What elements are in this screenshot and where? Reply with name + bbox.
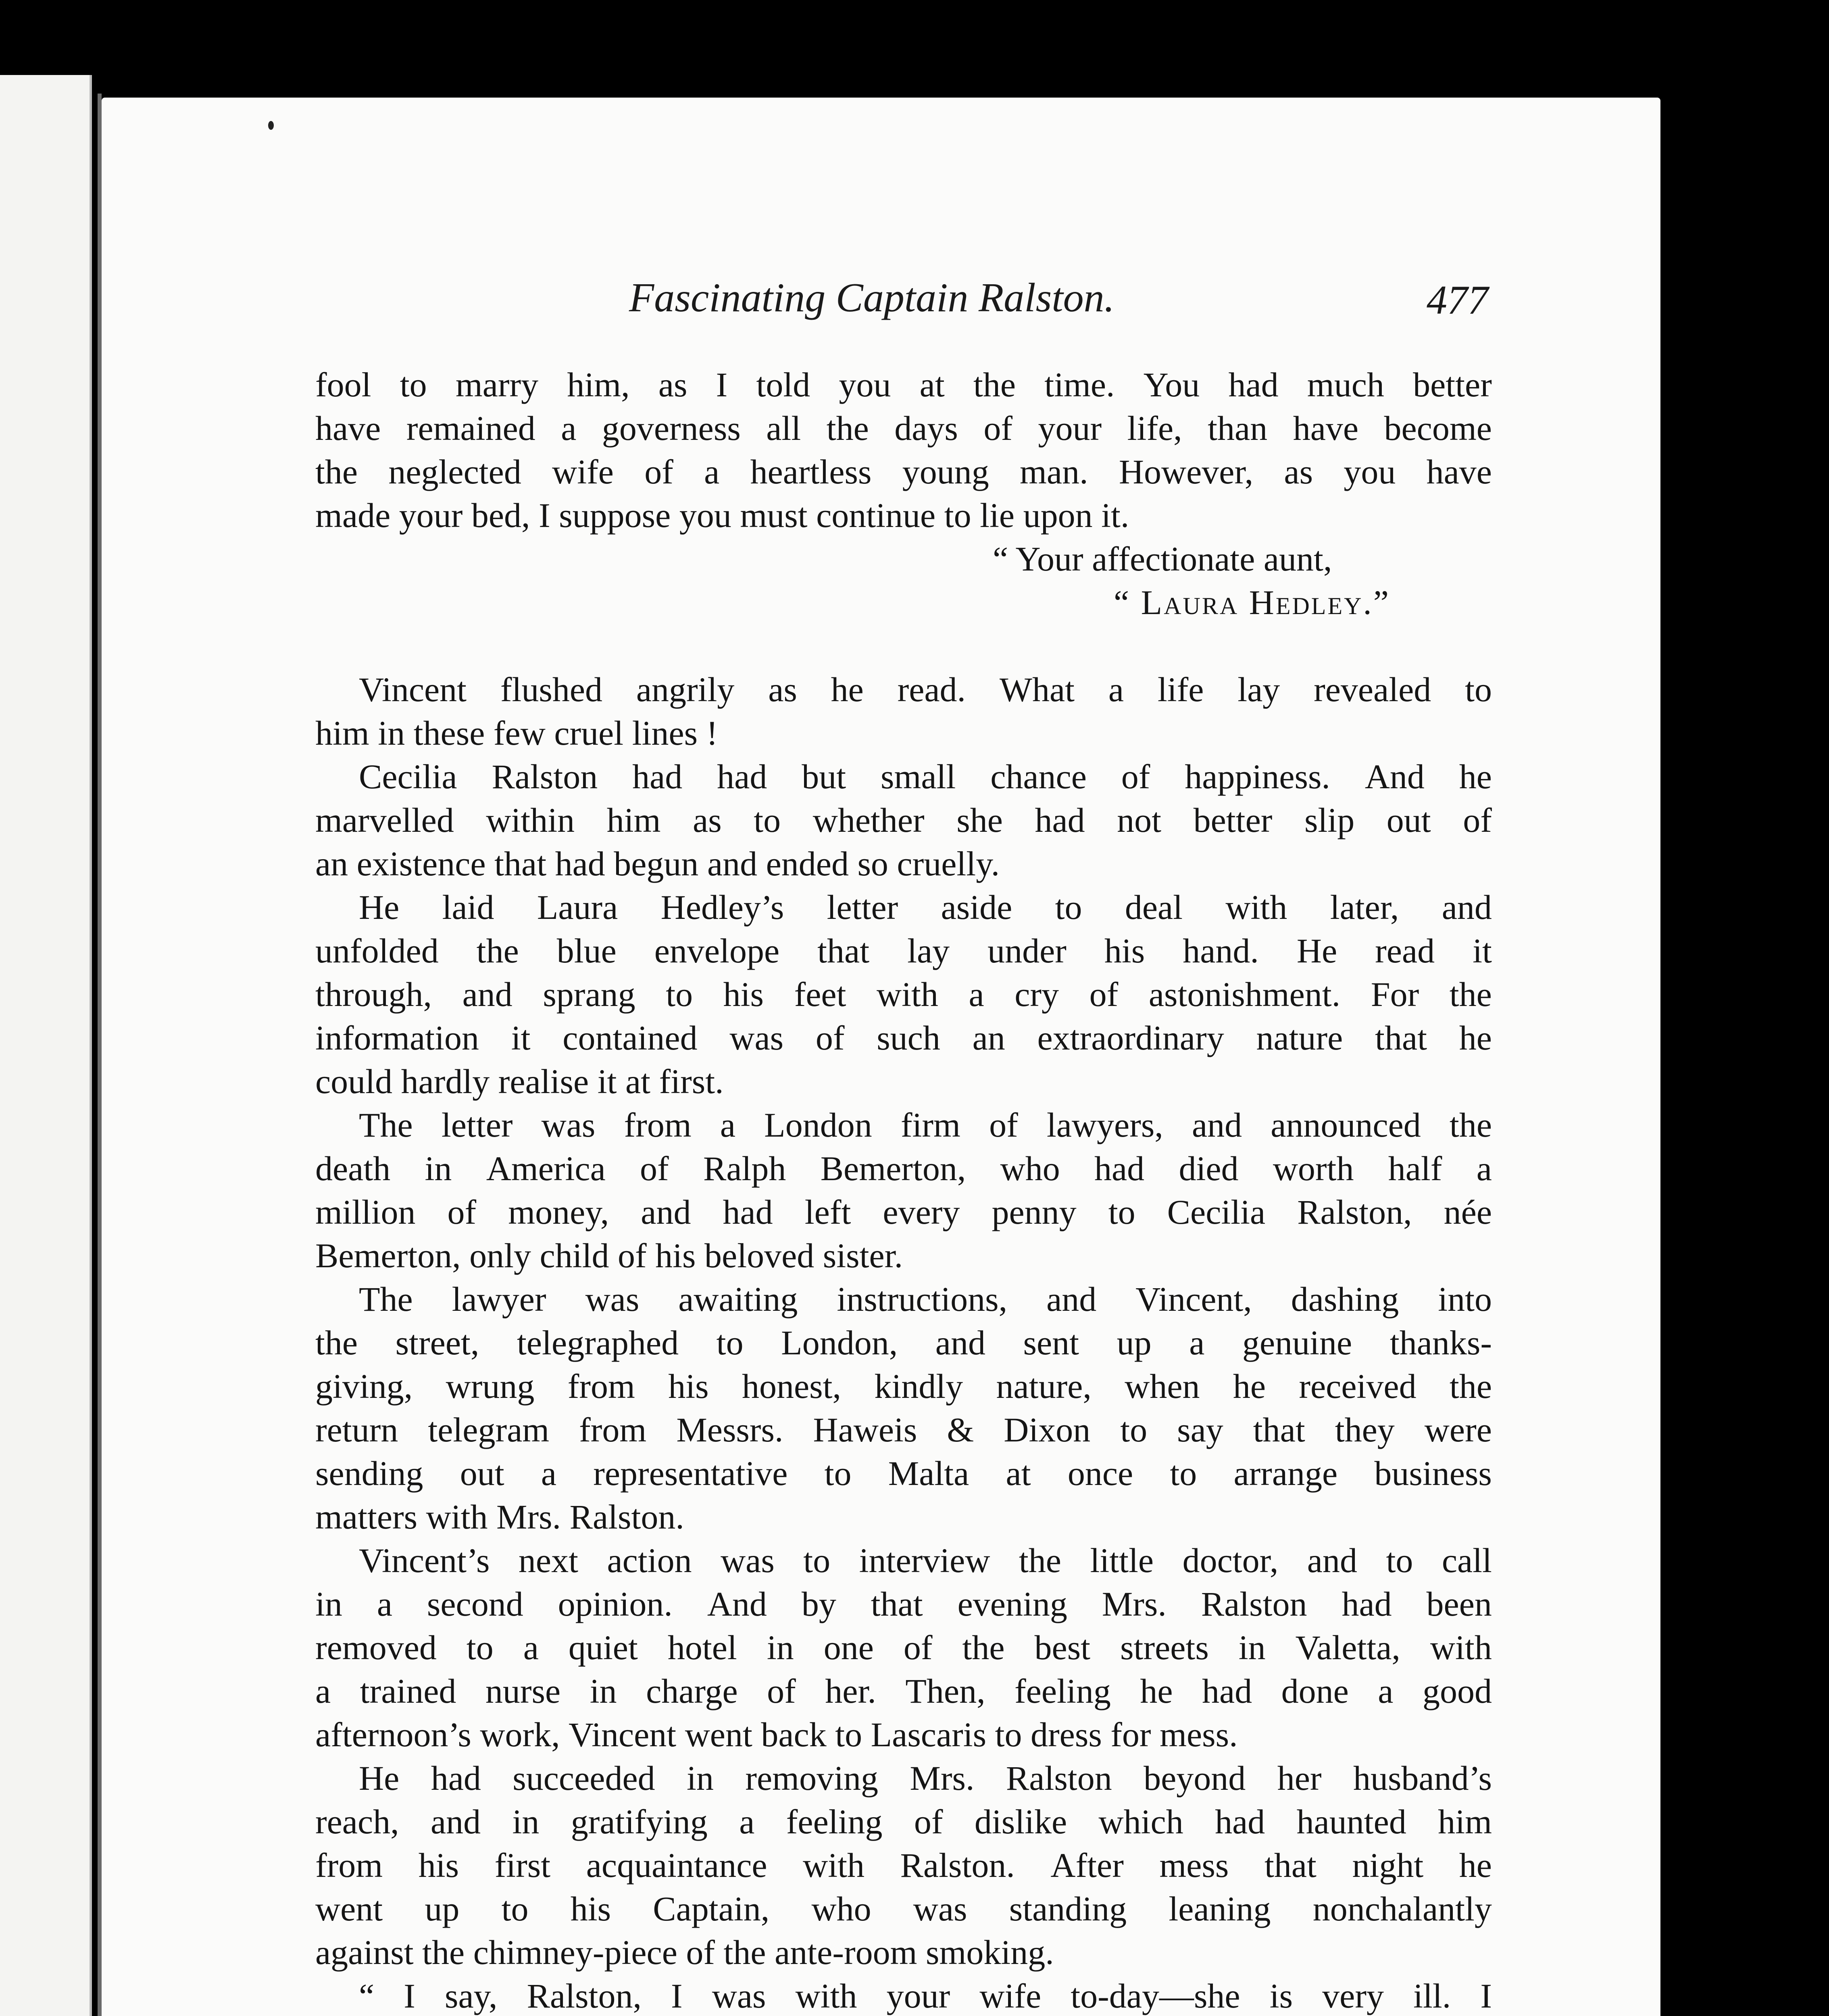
text-line: through, and sprang to his feet with a cry of astonishment. For the bbox=[315, 975, 1492, 1014]
text-line: afternoon’s work, Vincent went back to Lascaris to dress for mess. bbox=[315, 1715, 1238, 1754]
paragraph bbox=[315, 1974, 1492, 2016]
paragraph bbox=[315, 668, 1492, 755]
previous-page-edge bbox=[0, 75, 92, 2016]
letter-block bbox=[315, 363, 1492, 537]
text-line: Cecilia Ralston had had but small chance of happiness. And he bbox=[359, 757, 1492, 796]
letter-signature: “ Laura Hedley.” bbox=[1114, 583, 1391, 622]
text-line: him in these few cruel lines ! bbox=[315, 714, 718, 752]
paragraph bbox=[315, 1539, 1492, 1756]
paragraph bbox=[315, 1103, 1492, 1277]
ink-speck bbox=[268, 121, 274, 130]
text-line: a trained nurse in charge of her. Then, feeling he had done a good bbox=[315, 1672, 1492, 1710]
text-line: death in America of Ralph Bemerton, who had died worth half a bbox=[315, 1149, 1492, 1188]
paragraph-list bbox=[315, 668, 1492, 2016]
text-line: made your bed, I suppose you must continue to lie upon it. bbox=[315, 496, 1129, 535]
text-line: reach, and in gratifying a feeling of dislike which had haunted him bbox=[315, 1802, 1492, 1841]
text-line: He laid Laura Hedley’s letter aside to deal with later, and bbox=[359, 888, 1492, 927]
text-line: return telegram from Messrs. Haweis & Dixon to say that they were bbox=[315, 1410, 1492, 1449]
text-line: The letter was from a London firm of lawyers, and announced the bbox=[359, 1106, 1492, 1144]
page-number: 477 bbox=[1427, 277, 1488, 323]
text-line: went up to his Captain, who was standing leaning nonchalantly bbox=[315, 1889, 1492, 1928]
text-line: Vincent flushed angrily as he read. What a life lay revealed to bbox=[359, 670, 1492, 709]
text-line: unfolded the blue envelope that lay under his hand. He read it bbox=[315, 931, 1492, 970]
page-body bbox=[315, 363, 1492, 2016]
text-line: fool to marry him, as I told you at the time. You had much better bbox=[315, 365, 1492, 404]
text-line: the street, telegraphed to London, and sent up a genuine thanks- bbox=[315, 1323, 1492, 1362]
text-line: in a second opinion. And by that evening Mrs. Ralston had been bbox=[315, 1585, 1492, 1623]
text-line: sending out a representative to Malta at once to arrange business bbox=[315, 1454, 1492, 1493]
text-line: million of money, and had left every penny to Cecilia Ralston, née bbox=[315, 1193, 1492, 1231]
text-line: have remained a governess all the days of your life, than have become bbox=[315, 409, 1492, 448]
text-line: from his first acquaintance with Ralston. After mess that night he bbox=[315, 1846, 1492, 1885]
text-line: matters with Mrs. Ralston. bbox=[315, 1497, 684, 1536]
text-line: Vincent’s next action was to interview the little doctor, and to call bbox=[359, 1541, 1492, 1580]
section-gap bbox=[315, 624, 1492, 668]
paragraph bbox=[315, 1277, 1492, 1539]
text-line: information it contained was of such an extraordinary nature that he bbox=[315, 1018, 1492, 1057]
text-line: marvelled within him as to whether she had not better slip out of bbox=[315, 801, 1492, 839]
letter-closing: “ Your affectionate aunt, bbox=[993, 539, 1332, 578]
paragraph bbox=[315, 1756, 1492, 1974]
text-line: the neglected wife of a heartless young man. However, as you have bbox=[315, 452, 1492, 491]
page-gutter-shadow bbox=[98, 94, 102, 2016]
paragraph bbox=[315, 885, 1492, 1103]
text-line: giving, wrung from his honest, kindly nature, when he received the bbox=[315, 1367, 1492, 1406]
running-title: Fascinating Captain Ralston. bbox=[629, 275, 1115, 321]
text-line: “ I say, Ralston, I was with your wife to-day—she is very ill. I bbox=[359, 1976, 1492, 2015]
text-line: an existence that had begun and ended so cruelly. bbox=[315, 844, 1000, 883]
text-line: He had succeeded in removing Mrs. Ralston beyond her husband’s bbox=[359, 1759, 1492, 1797]
text-line: against the chimney-piece of the ante-room smoking. bbox=[315, 1933, 1054, 1972]
text-line: Bemerton, only child of his beloved sister. bbox=[315, 1236, 903, 1275]
paragraph bbox=[315, 755, 1492, 885]
text-line: removed to a quiet hotel in one of the best streets in Valetta, with bbox=[315, 1628, 1492, 1667]
text-line: The lawyer was awaiting instructions, and Vincent, dashing into bbox=[359, 1280, 1492, 1318]
text-line: could hardly realise it at first. bbox=[315, 1062, 724, 1101]
